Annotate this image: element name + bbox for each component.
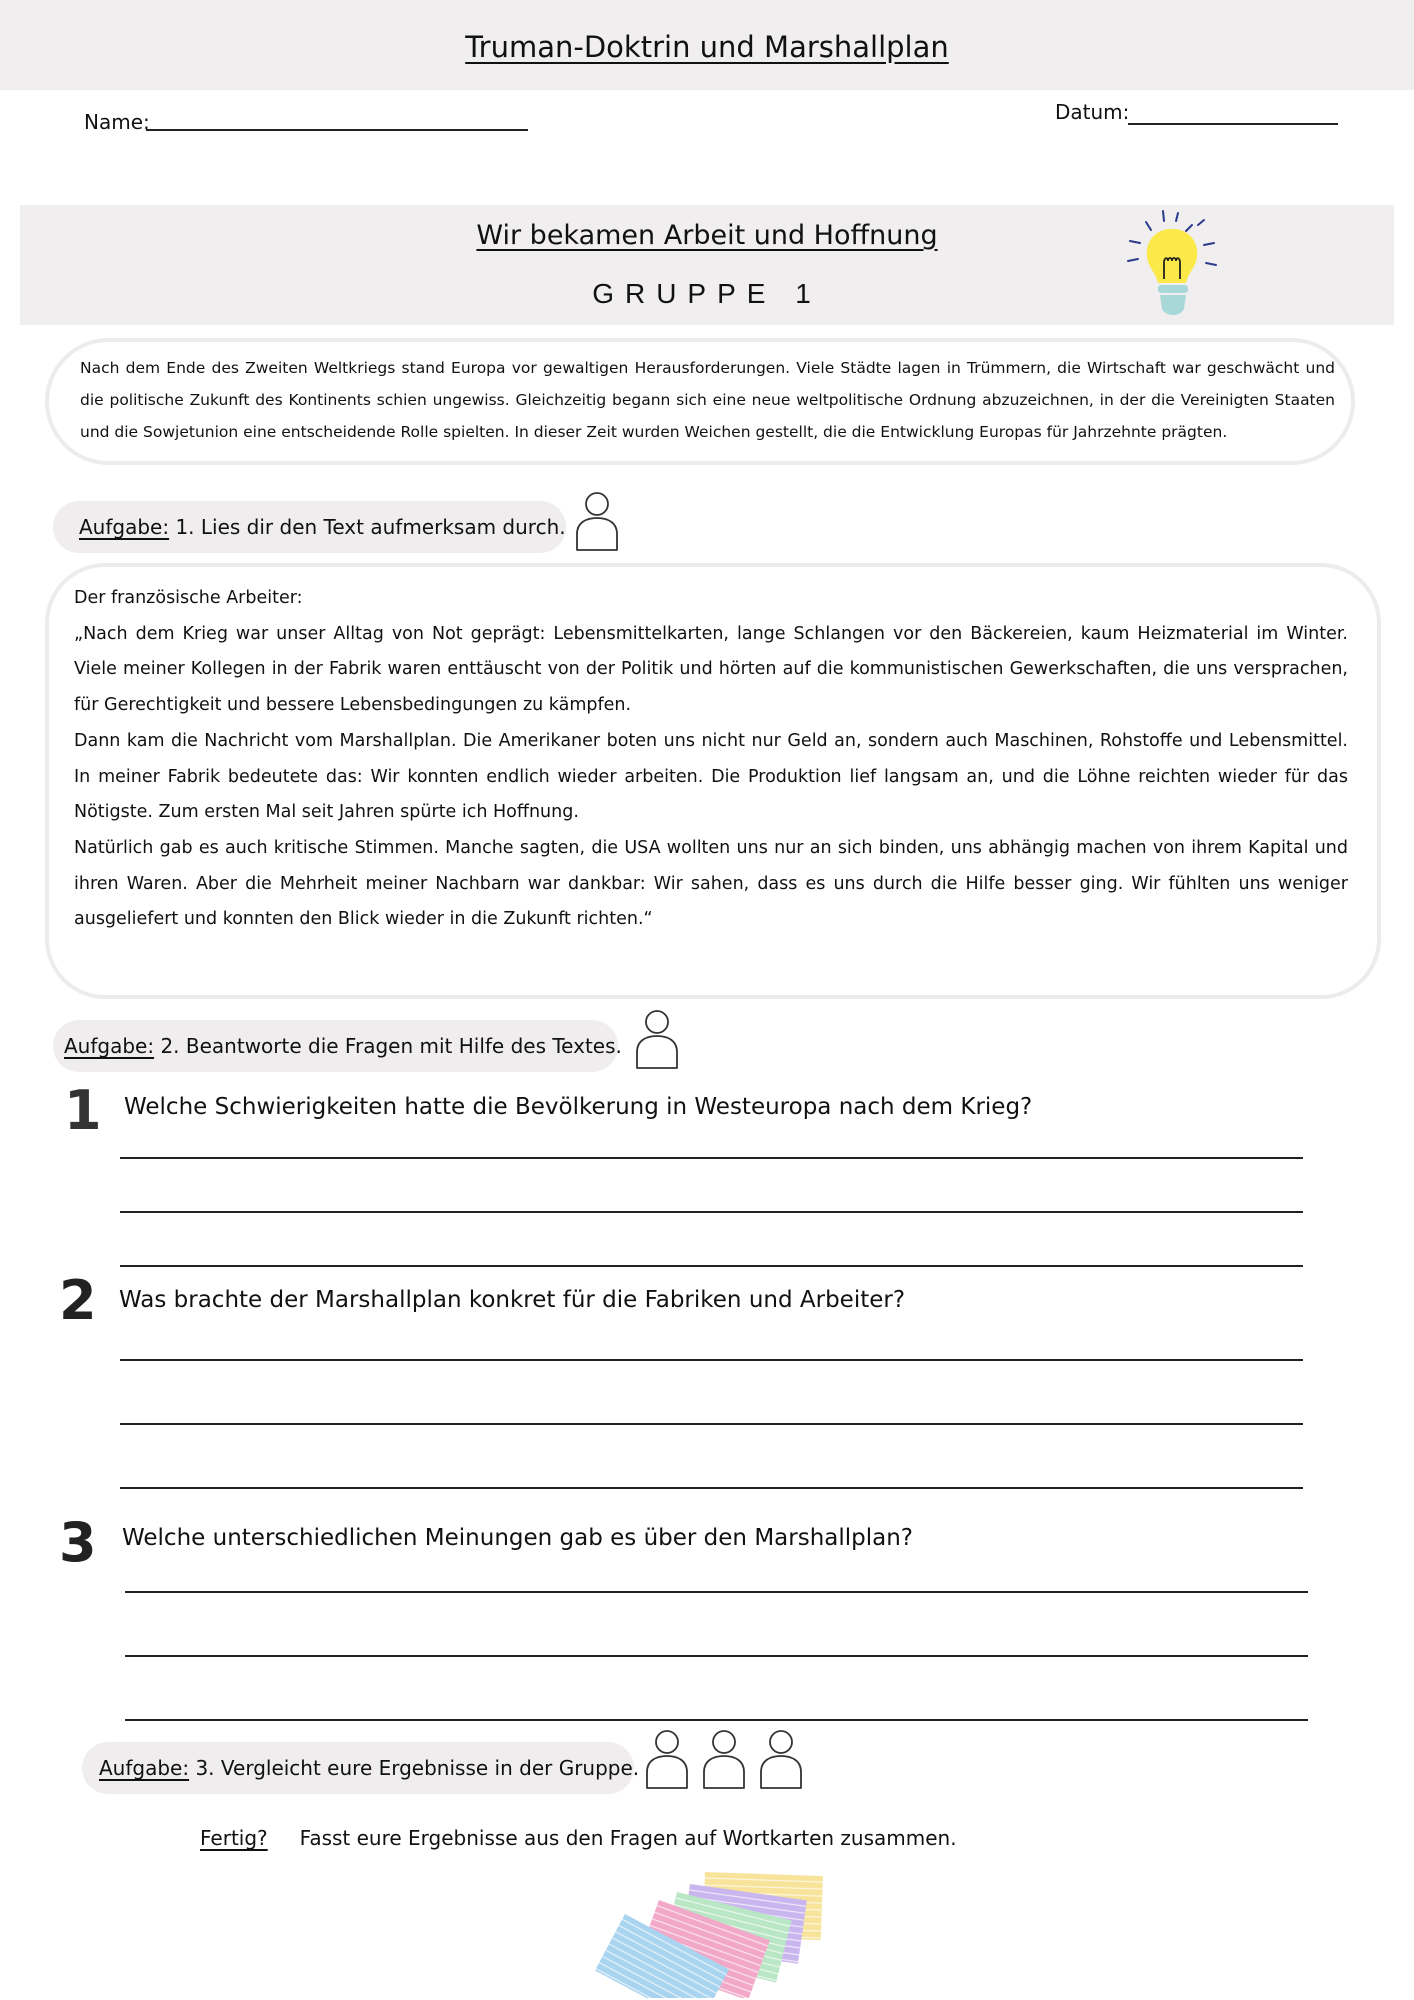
source-speaker: Der französische Arbeiter: xyxy=(74,588,303,608)
answer-line[interactable] xyxy=(120,1157,1303,1159)
source-paragraph: Dann kam die Nachricht vom Marshallplan. Die Amerikaner boten uns nicht nur Geld an, sondern auch Maschinen, Rohstoffe und Lebensmittel. In meiner Fabrik bedeutete das: Wir konnten endlich wieder arbeiten. Die Produktion lief langsam an, und die Löhne reichten wieder für das Nötigste. Zum ersten Mal seit Jahren spürte ich Hoffnung. xyxy=(74,730,1348,823)
task3-label: Aufgabe: xyxy=(99,1756,190,1780)
finish-label: Fertig? xyxy=(200,1826,268,1850)
answer-line[interactable] xyxy=(120,1487,1303,1489)
answer-line[interactable] xyxy=(120,1423,1303,1425)
index-cards-icon xyxy=(585,1862,825,1998)
task3-text: 3. Vergleicht eure Ergebnisse in der Gruppe. xyxy=(189,1756,640,1780)
task2-label: Aufgabe: xyxy=(64,1034,155,1058)
person-icon xyxy=(633,1008,681,1074)
date-label: Datum: xyxy=(1055,100,1130,124)
answer-line[interactable] xyxy=(120,1265,1303,1267)
answer-line[interactable] xyxy=(125,1591,1308,1593)
task2-text: 2. Beantworte die Fragen mit Hilfe des Textes. xyxy=(154,1034,622,1058)
question-number-2: 2 xyxy=(59,1269,97,1332)
task2-pill xyxy=(53,1020,622,1072)
group-label: GRUPPE 1 xyxy=(592,278,822,309)
answer-line[interactable] xyxy=(125,1655,1308,1657)
task1-label: Aufgabe: xyxy=(79,515,170,539)
date-line[interactable] xyxy=(1128,123,1338,125)
finish-line xyxy=(200,1826,957,1850)
lightbulb-icon xyxy=(1120,205,1230,323)
name-label: Name: xyxy=(84,110,150,134)
finish-text: Fasst eure Ergebnisse aus den Fragen auf Wortkarten zusammen. xyxy=(299,1826,957,1850)
group-icon xyxy=(643,1728,813,1794)
source-paragraph: „Nach dem Krieg war unser Alltag von Not geprägt: Lebensmittelkarten, lange Schlangen vor den Bäckereien, kaum Heizmaterial im Winter. Viele meiner Kollegen in der Fabrik waren enttäuscht von der Politik und hörten auf die kommunistischen Gewerkschaften, die uns versprachen, für Gerechtigkeit und bessere Lebensbedingungen zu kämpfen. xyxy=(74,623,1348,716)
question-number-1: 1 xyxy=(64,1079,102,1142)
answer-line[interactable] xyxy=(125,1719,1308,1721)
answer-line[interactable] xyxy=(120,1359,1303,1361)
source-text xyxy=(74,581,1348,938)
answer-line[interactable] xyxy=(120,1211,1303,1213)
section-title: Wir bekamen Arbeit und Hoffnung xyxy=(476,220,938,251)
document-title: Truman-Doktrin und Marshallplan xyxy=(465,30,949,64)
name-line[interactable] xyxy=(146,129,528,131)
question-text-2: Was brachte der Marshallplan konkret für die Fabriken und Arbeiter? xyxy=(119,1287,906,1313)
task1-text: 1. Lies dir den Text aufmerksam durch. xyxy=(169,515,566,539)
question-text-1: Welche Schwierigkeiten hatte die Bevölkerung in Westeuropa nach dem Krieg? xyxy=(124,1094,1033,1120)
task1-pill xyxy=(53,501,566,553)
question-text-3: Welche unterschiedlichen Meinungen gab es über den Marshallplan? xyxy=(122,1525,914,1551)
task3-pill xyxy=(82,1742,640,1794)
question-number-3: 3 xyxy=(59,1511,97,1574)
intro-text: Nach dem Ende des Zweiten Weltkriegs stand Europa vor gewaltigen Herausforderungen. Viele Städte lagen in Trümmern, die Wirtschaft war geschwächt und die politische Zukunft des Kontinents schien ungewiss. Gleichzeitig begann sich eine neue weltpolitische Ordnung abzuzeichnen, in der die Vereinigten Staaten und die Sowjetunion eine entscheidende Rolle spielten. In dieser Zeit wurden Weichen gestellt, die die Entwicklung Europas für Jahrzehnte prägten. xyxy=(80,359,1335,441)
source-paragraph: Natürlich gab es auch kritische Stimmen. Manche sagten, die USA wollten uns nur an sich binden, uns abhängig machen von ihrem Kapital und ihren Waren. Aber die Mehrheit meiner Nachbarn war dankbar: Wir sahen, dass es uns durch die Hilfe besser ging. Wir fühlten uns weniger ausgeliefert und konnten den Blick wieder in die Zukunft richten.“ xyxy=(74,837,1348,930)
person-icon xyxy=(573,490,621,556)
